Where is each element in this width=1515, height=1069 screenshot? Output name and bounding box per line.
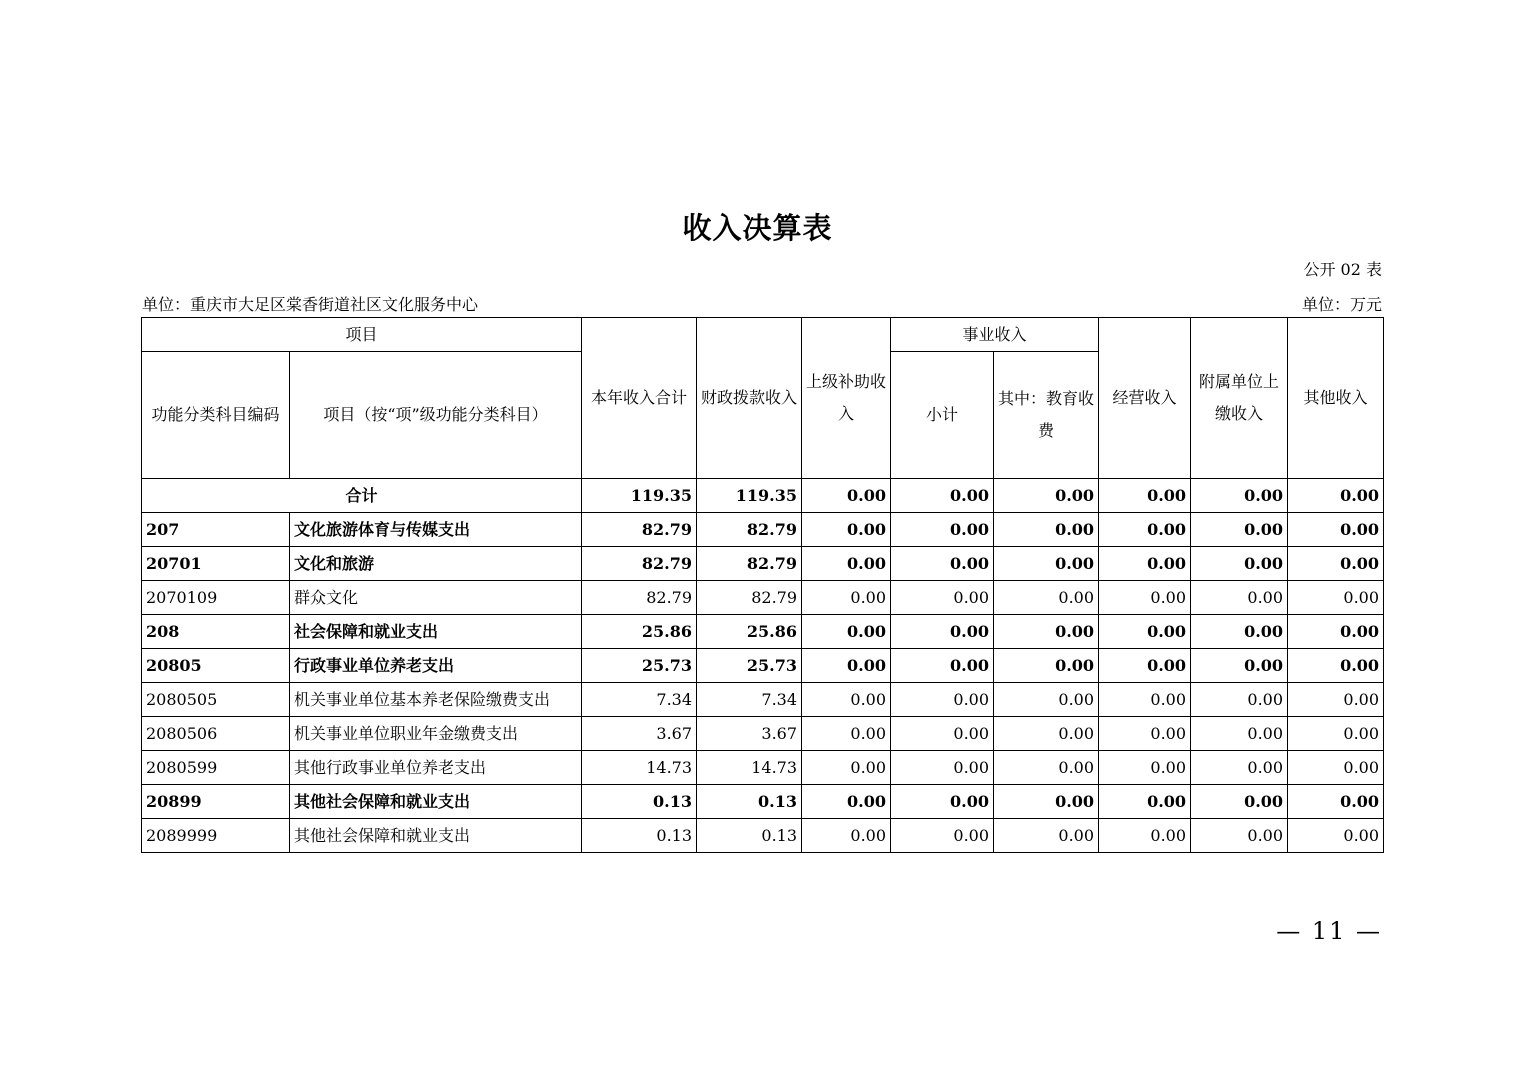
header-education-fee: 其中：教育收费 bbox=[994, 352, 1099, 479]
row-value: 0.00 bbox=[994, 683, 1099, 717]
table-row bbox=[142, 785, 1384, 819]
row-name: 其他行政事业单位养老支出 bbox=[290, 751, 582, 785]
row-value: 0.00 bbox=[1191, 513, 1288, 547]
row-value: 82.79 bbox=[697, 547, 802, 581]
row-code: 208 bbox=[142, 615, 290, 649]
total-value: 119.35 bbox=[697, 479, 802, 513]
row-name: 其他社会保障和就业支出 bbox=[290, 785, 582, 819]
row-value: 25.86 bbox=[697, 615, 802, 649]
row-value: 25.86 bbox=[582, 615, 697, 649]
row-value: 0.00 bbox=[1191, 819, 1288, 853]
page-title: 收入决算表 bbox=[682, 211, 833, 245]
row-value: 0.00 bbox=[891, 683, 994, 717]
header-project: 项目 bbox=[142, 318, 582, 352]
row-value: 0.00 bbox=[891, 751, 994, 785]
row-value: 0.00 bbox=[802, 785, 891, 819]
row-value: 0.00 bbox=[994, 649, 1099, 683]
row-value: 0.00 bbox=[1288, 513, 1384, 547]
row-value: 0.00 bbox=[1288, 785, 1384, 819]
table-row bbox=[142, 547, 1384, 581]
row-value: 0.00 bbox=[802, 513, 891, 547]
row-value: 0.00 bbox=[1288, 717, 1384, 751]
row-value: 0.00 bbox=[891, 547, 994, 581]
row-value: 0.13 bbox=[697, 819, 802, 853]
row-value: 0.00 bbox=[1099, 513, 1191, 547]
row-value: 0.00 bbox=[891, 717, 994, 751]
row-value: 0.00 bbox=[1099, 683, 1191, 717]
header-affiliated-income: 附属单位上缴收入 bbox=[1191, 318, 1288, 479]
row-value: 0.00 bbox=[1288, 683, 1384, 717]
row-value: 0.00 bbox=[891, 819, 994, 853]
row-name: 机关事业单位职业年金缴费支出 bbox=[290, 717, 582, 751]
row-value: 0.00 bbox=[802, 649, 891, 683]
row-value: 0.00 bbox=[802, 547, 891, 581]
total-value: 0.00 bbox=[1288, 479, 1384, 513]
row-value: 0.00 bbox=[1099, 717, 1191, 751]
row-value: 0.00 bbox=[1099, 819, 1191, 853]
row-name: 文化旅游体育与传媒支出 bbox=[290, 513, 582, 547]
total-value: 0.00 bbox=[891, 479, 994, 513]
income-table bbox=[141, 317, 1384, 853]
row-value: 0.00 bbox=[802, 581, 891, 615]
row-value: 3.67 bbox=[582, 717, 697, 751]
total-value: 0.00 bbox=[1191, 479, 1288, 513]
row-value: 0.00 bbox=[1191, 547, 1288, 581]
table-row bbox=[142, 581, 1384, 615]
row-value: 0.00 bbox=[1288, 649, 1384, 683]
total-value: 0.00 bbox=[1099, 479, 1191, 513]
row-value: 0.00 bbox=[802, 683, 891, 717]
row-code: 207 bbox=[142, 513, 290, 547]
row-code: 20701 bbox=[142, 547, 290, 581]
row-value: 0.13 bbox=[697, 785, 802, 819]
row-value: 0.00 bbox=[891, 615, 994, 649]
row-value: 0.00 bbox=[1288, 615, 1384, 649]
header-fiscal-allocation: 财政拨款收入 bbox=[697, 318, 802, 479]
row-value: 0.00 bbox=[891, 513, 994, 547]
table-row bbox=[142, 615, 1384, 649]
header-item: 项目（按“项”级功能分类科目） bbox=[290, 352, 582, 479]
row-value: 0.00 bbox=[1191, 683, 1288, 717]
row-value: 3.67 bbox=[697, 717, 802, 751]
row-value: 0.13 bbox=[582, 785, 697, 819]
row-value: 0.00 bbox=[1099, 649, 1191, 683]
row-name: 群众文化 bbox=[290, 581, 582, 615]
row-value: 0.00 bbox=[1191, 785, 1288, 819]
table-row bbox=[142, 649, 1384, 683]
row-value: 0.00 bbox=[802, 615, 891, 649]
row-value: 0.00 bbox=[994, 751, 1099, 785]
row-name: 行政事业单位养老支出 bbox=[290, 649, 582, 683]
row-code: 2080505 bbox=[142, 683, 290, 717]
row-value: 0.00 bbox=[891, 785, 994, 819]
row-name: 社会保障和就业支出 bbox=[290, 615, 582, 649]
row-value: 0.00 bbox=[1099, 751, 1191, 785]
total-value: 119.35 bbox=[582, 479, 697, 513]
row-value: 25.73 bbox=[697, 649, 802, 683]
header-business-income: 事业收入 bbox=[891, 318, 1099, 352]
row-value: 0.00 bbox=[1288, 751, 1384, 785]
row-value: 0.00 bbox=[891, 649, 994, 683]
row-value: 0.00 bbox=[891, 581, 994, 615]
row-value: 0.00 bbox=[994, 581, 1099, 615]
header-operating-income: 经营收入 bbox=[1099, 318, 1191, 479]
header-code: 功能分类科目编码 bbox=[142, 352, 290, 479]
row-value: 0.00 bbox=[1288, 819, 1384, 853]
header-total-income: 本年收入合计 bbox=[582, 318, 697, 479]
total-value: 0.00 bbox=[994, 479, 1099, 513]
row-value: 0.00 bbox=[802, 819, 891, 853]
row-value: 82.79 bbox=[697, 581, 802, 615]
table-row bbox=[142, 819, 1384, 853]
row-code: 2080599 bbox=[142, 751, 290, 785]
row-value: 82.79 bbox=[582, 513, 697, 547]
header-superior-subsidy: 上级补助收入 bbox=[802, 318, 891, 479]
unit-organization: 单位：重庆市大足区棠香街道社区文化服务中心 bbox=[142, 295, 479, 314]
row-value: 0.00 bbox=[994, 785, 1099, 819]
row-value: 82.79 bbox=[697, 513, 802, 547]
table-row bbox=[142, 513, 1384, 547]
row-value: 14.73 bbox=[582, 751, 697, 785]
row-value: 0.00 bbox=[1288, 581, 1384, 615]
table-row bbox=[142, 717, 1384, 751]
row-value: 0.00 bbox=[1288, 547, 1384, 581]
row-value: 0.00 bbox=[1099, 615, 1191, 649]
row-value: 7.34 bbox=[697, 683, 802, 717]
page-number: — 11 — bbox=[1276, 917, 1382, 945]
form-number: 公开 02 表 bbox=[1303, 260, 1382, 279]
row-value: 0.00 bbox=[1099, 785, 1191, 819]
total-value: 0.00 bbox=[802, 479, 891, 513]
row-value: 0.00 bbox=[994, 819, 1099, 853]
row-value: 0.00 bbox=[1191, 717, 1288, 751]
row-value: 0.00 bbox=[1191, 751, 1288, 785]
row-value: 0.00 bbox=[1191, 581, 1288, 615]
unit-currency: 单位：万元 bbox=[1301, 295, 1382, 314]
header-other-income: 其他收入 bbox=[1288, 318, 1384, 479]
row-value: 0.13 bbox=[582, 819, 697, 853]
row-value: 7.34 bbox=[582, 683, 697, 717]
row-value: 0.00 bbox=[994, 547, 1099, 581]
row-code: 2089999 bbox=[142, 819, 290, 853]
row-value: 0.00 bbox=[994, 717, 1099, 751]
row-value: 82.79 bbox=[582, 581, 697, 615]
row-value: 0.00 bbox=[1099, 547, 1191, 581]
total-label: 合计 bbox=[142, 479, 582, 513]
table-row bbox=[142, 751, 1384, 785]
row-value: 0.00 bbox=[994, 513, 1099, 547]
row-code: 20899 bbox=[142, 785, 290, 819]
row-value: 0.00 bbox=[1191, 649, 1288, 683]
row-value: 25.73 bbox=[582, 649, 697, 683]
row-value: 0.00 bbox=[802, 751, 891, 785]
row-value: 0.00 bbox=[802, 717, 891, 751]
total-row bbox=[142, 479, 1384, 513]
row-value: 82.79 bbox=[582, 547, 697, 581]
row-value: 0.00 bbox=[994, 615, 1099, 649]
row-code: 2080506 bbox=[142, 717, 290, 751]
row-code: 20805 bbox=[142, 649, 290, 683]
table-row bbox=[142, 683, 1384, 717]
row-name: 机关事业单位基本养老保险缴费支出 bbox=[290, 683, 582, 717]
header-subtotal: 小计 bbox=[891, 352, 994, 479]
row-code: 2070109 bbox=[142, 581, 290, 615]
row-value: 0.00 bbox=[1099, 581, 1191, 615]
row-value: 14.73 bbox=[697, 751, 802, 785]
row-value: 0.00 bbox=[1191, 615, 1288, 649]
row-name: 文化和旅游 bbox=[290, 547, 582, 581]
row-name: 其他社会保障和就业支出 bbox=[290, 819, 582, 853]
